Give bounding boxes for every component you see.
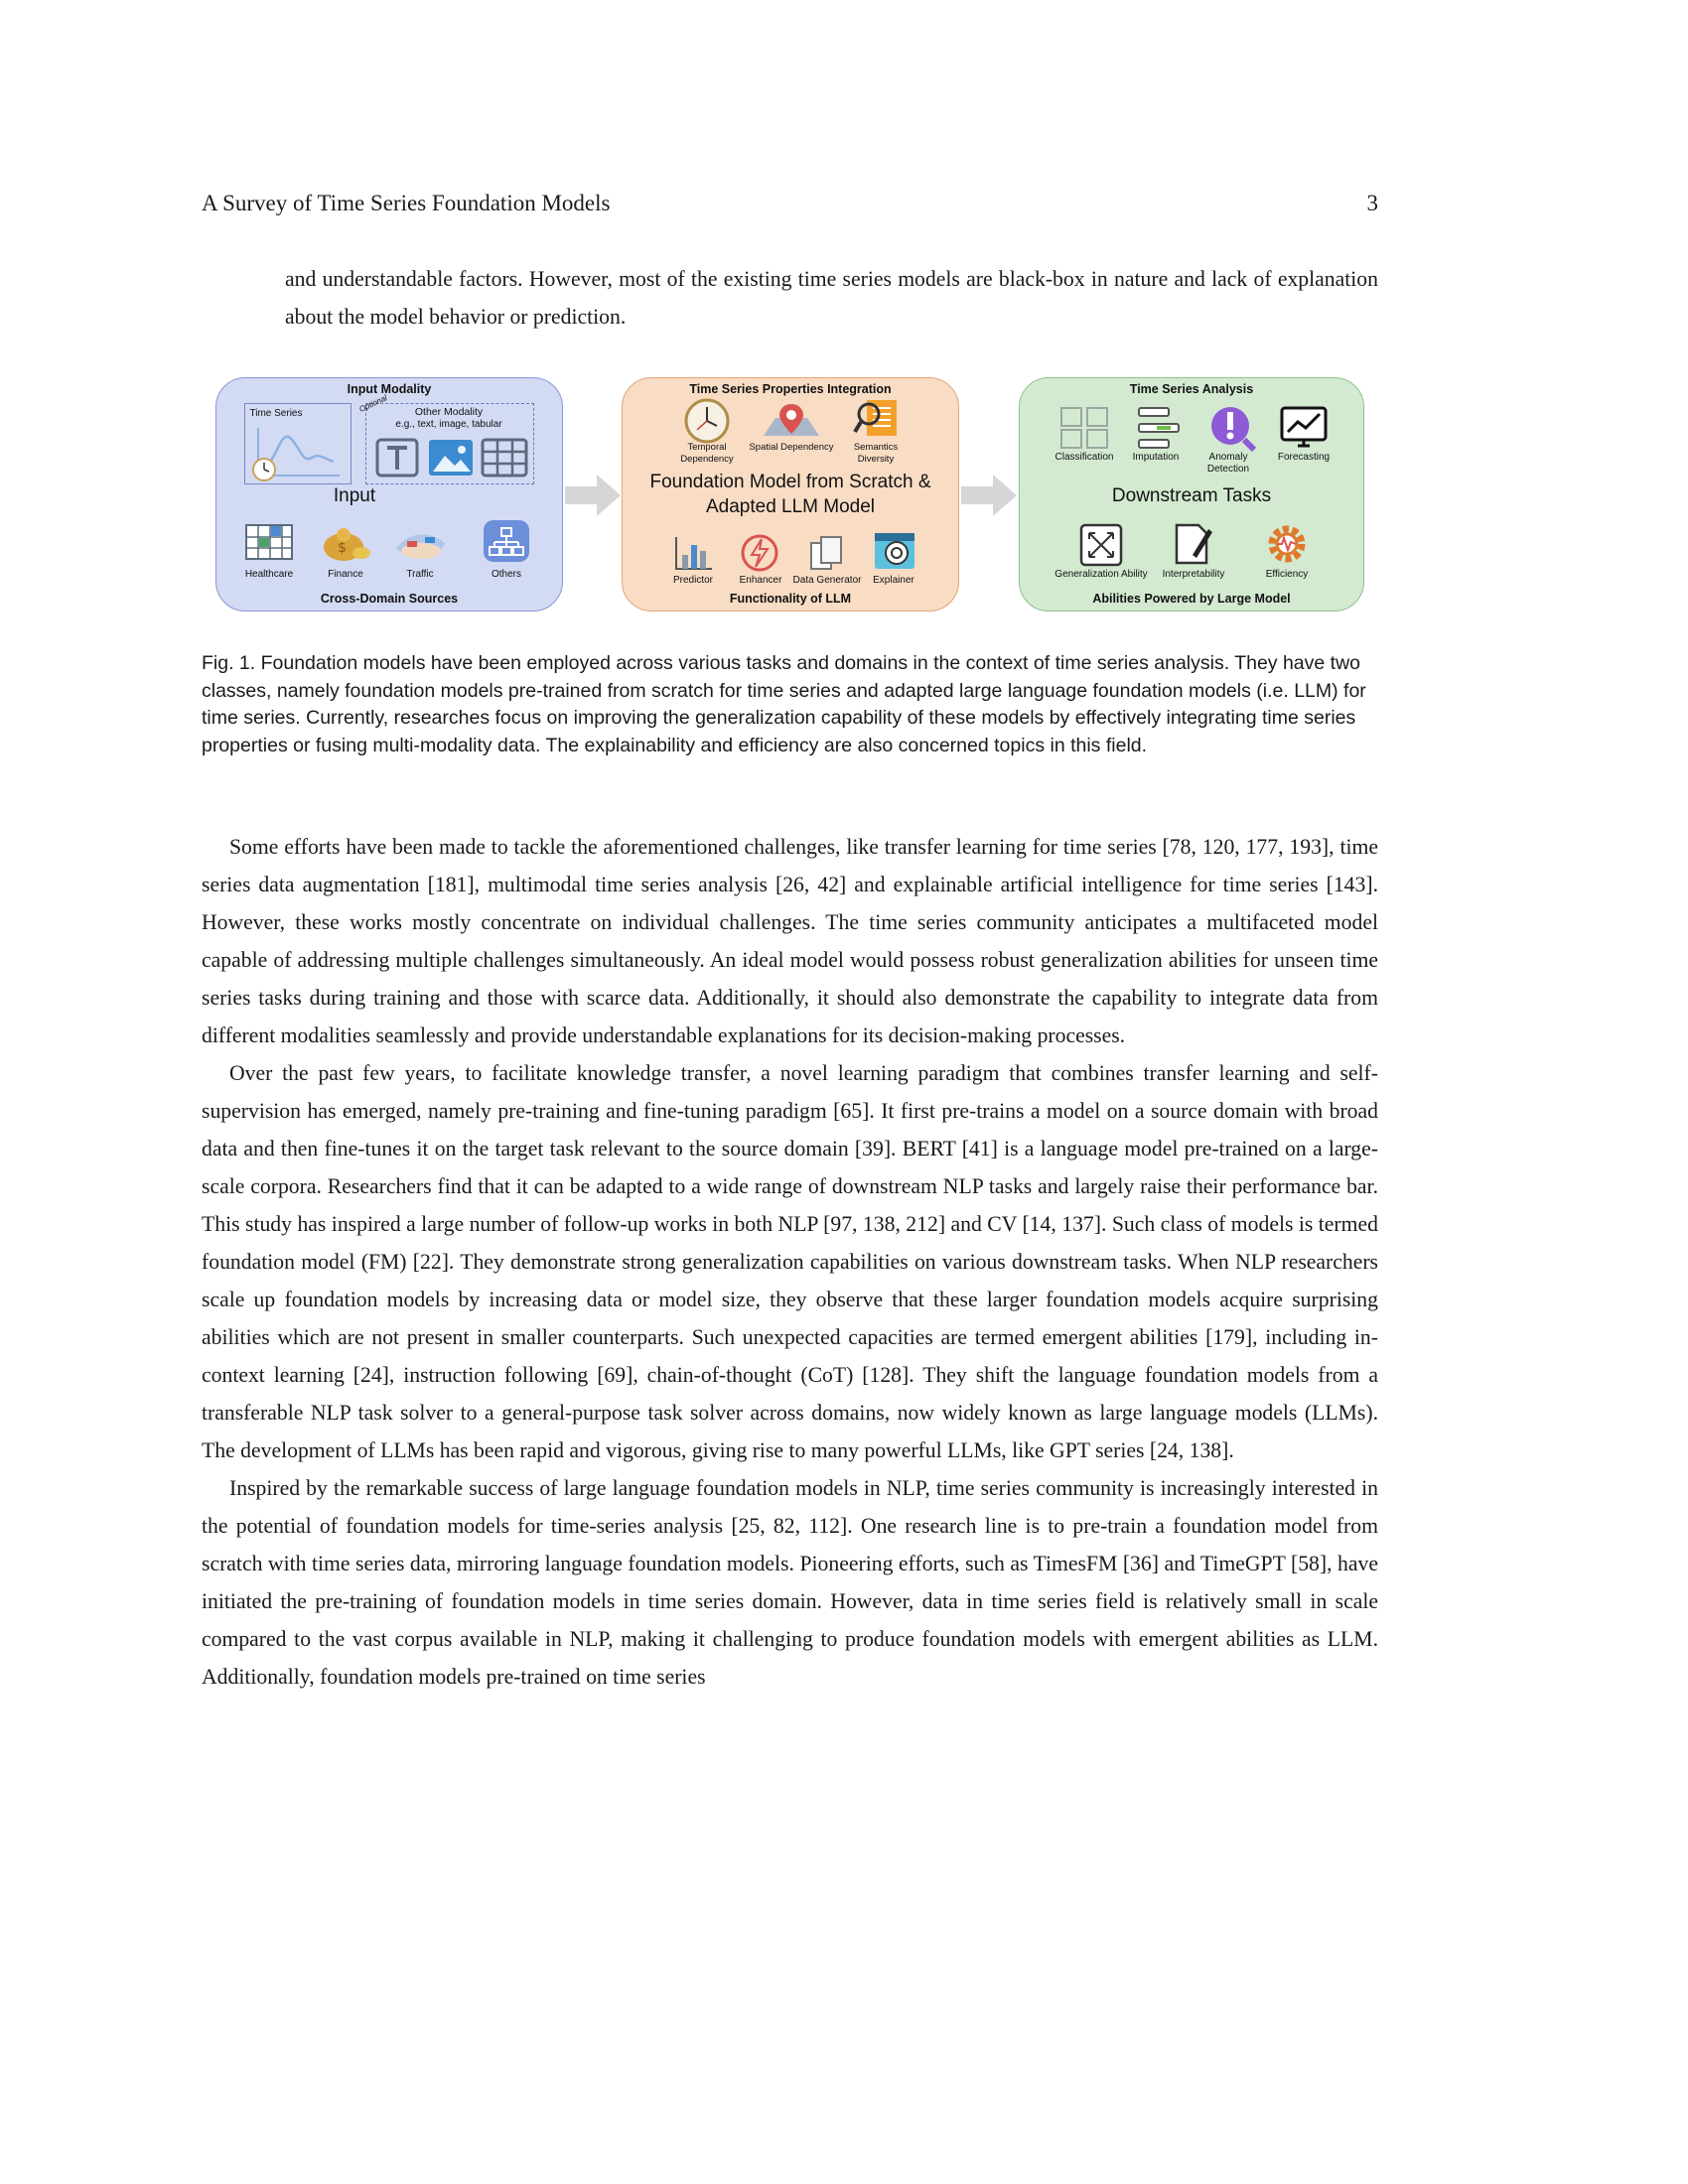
property-semantics: Semantics Diversity (853, 442, 899, 465)
paragraph: Over the past few years, to facilitate knowledge transfer, a novel learning paradigm that combines transfer learning and self-supervision has emerged, namely pre-training and fine-tuning paradigm [65]. It first pre-trains a model on a source domain with broad data and then fine-tunes it on the target task relevant to the source domain [39]. BERT [41] is a language model pre-trained on a large-scale corpora. Researchers find that it can be adapted to a wide range of downstream NLP tasks and largely raise their performance bar. This study has inspired a large number of follow-up works in both NLP [97, 138, 212] and CV [14, 137]. Such class of models is termed foundation model (FM) [22]. They demonstrate strong generalization capabilities on various downstream tasks. When NLP researchers scale up foundation models by increasing data or model size, they observe that these larger foundation models acquire surprising abilities which are not present in smaller counterparts. Such unexpected capacities are termed emergent abilities [179], including in-context learning [24], instruction following [69], chain-of-thought (CoT) [128]. They shift the language foundation models from a transferable NLP task solver to a general-purpose task solver across domains, now widely known as large language models (LLMs). The development of LLMs has been rapid and vigorous, giving rise to many powerful LLMs, like GPT series [24, 138]. (202, 1061, 1378, 1462)
other-modality-label: Other Modality (414, 406, 484, 418)
imputation-icon (1135, 406, 1183, 450)
abilities-title: Abilities Powered by Large Model (1092, 592, 1291, 606)
task-anomaly-detection: Anomaly Detection (1206, 452, 1250, 475)
function-enhancer: Enhancer (739, 575, 782, 586)
tasks-panel (1019, 377, 1364, 612)
page-number: 3 (1366, 191, 1378, 215)
documents-icon (807, 533, 847, 573)
llm-main-line1: Foundation Model from Scratch & (649, 472, 931, 492)
explainer-icon (873, 531, 916, 571)
function-explainer: Explainer (873, 575, 914, 586)
image-icon (427, 438, 475, 478)
classification-icon (1059, 406, 1109, 450)
analysis-title: Time Series Analysis (1129, 382, 1254, 396)
arrow-right-icon (563, 471, 623, 520)
arrow-right-icon (959, 471, 1019, 520)
other-modality-examples: e.g., text, image, tabular (395, 419, 502, 430)
paragraph: Inspired by the remarkable success of large language foundation models in NLP, time series community is increasingly interested in the potential of foundation models for time-series analysis [25, 82, 112]. One research line is to pre-train a foundation model from scratch with time series data, mirroring language foundation models. Pioneering efforts, such as TimesFM [36] and TimeGPT [58], have initiated the pre-training of foundation models in time series domain. However, data in time series field is relatively small in scale compared to the vast corpus available in NLP, making it challenging to produce foundation models with emergent abilities as LLM. Additionally, foundation models pre-trained on time series (202, 1476, 1378, 1689)
search-document-icon (853, 398, 901, 440)
source-healthcare: Healthcare (244, 569, 294, 580)
source-finance: Finance (328, 569, 363, 580)
llm-panel (622, 377, 959, 612)
forecasting-icon (1280, 406, 1328, 450)
healthcare-icon (244, 521, 294, 561)
time-series-label: Time Series (249, 408, 303, 419)
functionality-title: Functionality of LLM (729, 592, 852, 606)
ability-efficiency: Efficiency (1265, 569, 1309, 580)
optional-label: Optional (357, 393, 389, 414)
function-predictor: Predictor (672, 575, 713, 586)
bar-chart-icon (672, 533, 714, 573)
generalization-icon (1079, 523, 1123, 567)
tabular-icon (481, 438, 528, 478)
source-others: Others (491, 569, 521, 580)
svg-text:$: $ (338, 540, 347, 556)
figure-1 (202, 377, 1378, 614)
lightning-icon (740, 533, 779, 573)
task-forecasting: Forecasting (1277, 452, 1331, 463)
interpretability-icon (1171, 521, 1214, 567)
preamble-text (285, 260, 1378, 336)
input-label: Input (333, 485, 376, 506)
ability-generalization: Generalization Ability (1055, 569, 1148, 580)
preamble-paragraph: and understandable factors. However, most of the existing time series models are black-box in nature and lack of explanation about the model behavior or prediction. (285, 267, 1378, 329)
others-icon (483, 519, 530, 563)
map-pin-icon (762, 400, 821, 442)
task-classification: Classification (1055, 452, 1114, 463)
running-header (202, 191, 1378, 222)
input-panel (215, 377, 563, 612)
finance-icon (318, 521, 373, 563)
figure-caption (202, 650, 1378, 759)
llm-main-line2: Adapted LLM Model (705, 496, 876, 517)
text-icon (375, 438, 419, 478)
cross-domain-title: Cross-Domain Sources (320, 592, 459, 606)
downstream-tasks-label: Downstream Tasks (1111, 485, 1272, 506)
ability-interpretability: Interpretability (1162, 569, 1225, 580)
gear-icon (1264, 521, 1310, 567)
properties-title: Time Series Properties Integration (689, 382, 892, 396)
header-title: A Survey of Time Series Foundation Models (202, 191, 611, 215)
body-text (202, 828, 1378, 1696)
traffic-icon (395, 521, 447, 563)
clock-icon (682, 398, 732, 444)
time-series-chart-icon (250, 418, 345, 483)
anomaly-detection-icon (1208, 404, 1256, 452)
input-modality-title: Input Modality (347, 382, 432, 396)
function-data-generator: Data Generator (792, 575, 862, 586)
property-temporal: Temporal Dependency (680, 442, 734, 465)
caption-text: Fig. 1. Foundation models have been employed across various tasks and domains in the context of time series analysis. They have two classes, namely foundation models pre-trained from scratch for time series and adapted large language foundation models (i.e. LLM) for time series. Currently, researches focus on improving the generalization capability of these models by effectively integrating time series properties or fusing multi-modality data. The explainability and efficiency are also concerned topics in this field. (202, 652, 1366, 756)
task-imputation: Imputation (1132, 452, 1180, 463)
property-spatial: Spatial Dependency (749, 442, 834, 453)
paragraph: Some efforts have been made to tackle the aforementioned challenges, like transfer learning for time series [78, 120, 177, 193], time series data augmentation [181], multimodal time series analysis [26, 42] and explainable artificial intelligence for time series [143]. However, these works mostly concentrate on individual challenges. The time series community anticipates a multifaceted model capable of addressing multiple challenges simultaneously. An ideal model would possess robust generalization abilities for unseen time series tasks during training and those with scarce data. Additionally, it should also demonstrate the capability to integrate data from different modalities seamlessly and provide understandable explanations for its decision-making processes. (202, 835, 1378, 1047)
source-traffic: Traffic (406, 569, 434, 580)
